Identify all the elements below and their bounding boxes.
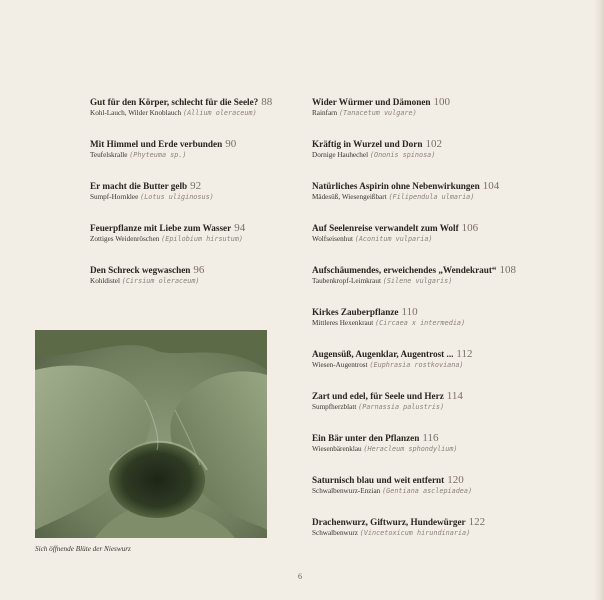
toc-entry[interactable] bbox=[90, 264, 290, 306]
toc-entry[interactable] bbox=[312, 432, 602, 474]
entry-title: Wider Würmer und Dämonen bbox=[312, 97, 431, 107]
entry-latin-name: (Aconitum vulparia) bbox=[354, 235, 433, 243]
entry-common-name: Kohldistel bbox=[90, 277, 120, 285]
entry-title: Er macht die Butter gelb bbox=[90, 181, 188, 191]
entry-page: 122 bbox=[468, 516, 486, 528]
entry-page: 106 bbox=[461, 222, 479, 234]
entry-common-name: Teufelskralle bbox=[90, 151, 128, 159]
toc-entry[interactable] bbox=[312, 222, 602, 264]
entry-latin-name: (Phyteuma sp.) bbox=[129, 151, 187, 159]
entry-page: 110 bbox=[401, 306, 418, 318]
entry-page: 92 bbox=[190, 180, 202, 192]
toc-entry[interactable] bbox=[312, 348, 602, 390]
entry-common-name: Schwalbenwurz bbox=[312, 529, 358, 537]
entry-latin-name: (Lotus uliginosus) bbox=[140, 193, 214, 201]
toc-entry[interactable] bbox=[312, 96, 602, 138]
entry-latin-name: (Parnassia palustris) bbox=[358, 403, 445, 411]
toc-entry[interactable] bbox=[312, 180, 602, 222]
entry-page: 90 bbox=[225, 138, 237, 150]
entry-common-name: Mädesüß, Wiesengeißbart bbox=[312, 193, 387, 201]
entry-title: Den Schreck wegwaschen bbox=[90, 265, 191, 275]
entry-title: Natürliches Aspirin ohne Nebenwirkungen bbox=[312, 181, 480, 191]
entry-common-name: Schwalbenwurz-Enzian bbox=[312, 487, 381, 495]
entry-common-name: Wiesenbärenklau bbox=[312, 445, 362, 453]
toc-entry[interactable] bbox=[312, 390, 602, 432]
entry-page: 108 bbox=[499, 264, 517, 276]
hellebore-flower-photo bbox=[35, 330, 267, 538]
entry-latin-name: (Cirsium oleraceum) bbox=[121, 277, 200, 285]
entry-title: Gut für den Körper, schlecht für die Seele? bbox=[90, 97, 259, 107]
entry-page: 114 bbox=[446, 390, 463, 402]
toc-entry[interactable] bbox=[90, 138, 290, 180]
entry-page: 88 bbox=[261, 96, 273, 108]
entry-common-name: Sumpfherzblatt bbox=[312, 403, 357, 411]
entry-common-name: Dornige Hauhechel bbox=[312, 151, 369, 159]
entry-latin-name: (Allium oleraceum) bbox=[183, 109, 257, 117]
toc-right-column bbox=[312, 96, 602, 558]
entry-title: Feuerpflanze mit Liebe zum Wasser bbox=[90, 223, 232, 233]
entry-title: Zart und edel, für Seele und Herz bbox=[312, 391, 444, 401]
entry-common-name: Rainfarn bbox=[312, 109, 338, 117]
entry-title: Saturnisch blau und weit entfernt bbox=[312, 475, 445, 485]
toc-entry[interactable] bbox=[90, 180, 290, 222]
entry-page: 116 bbox=[422, 432, 439, 444]
toc-entry[interactable] bbox=[312, 138, 602, 180]
entry-title: Augensüß, Augenklar, Augentrost ... bbox=[312, 349, 454, 359]
entry-latin-name: (Filipendula ulmaria) bbox=[388, 193, 475, 201]
photo-caption: Sich öffnende Blüte der Nieswurz bbox=[35, 545, 131, 553]
entry-common-name: Kohl-Lauch, Wilder Knoblauch bbox=[90, 109, 182, 117]
entry-title: Drachenwurz, Giftwurz, Hundewürger bbox=[312, 517, 466, 527]
entry-latin-name: (Circaea x intermedia) bbox=[375, 319, 466, 327]
entry-common-name: Zottiges Weidenröschen bbox=[90, 235, 160, 243]
entry-common-name: Taubenkropf-Leimkraut bbox=[312, 277, 381, 285]
toc-entry[interactable] bbox=[312, 474, 602, 516]
entry-latin-name: (Gentiana asclepiadea) bbox=[382, 487, 473, 495]
entry-title: Auf Seelenreise verwandelt zum Wolf bbox=[312, 223, 459, 233]
toc-entry[interactable] bbox=[312, 306, 602, 348]
entry-title: Aufschäumendes, erweichendes „Wendekraut“ bbox=[312, 265, 497, 275]
page-number: 6 bbox=[298, 572, 302, 581]
entry-page: 120 bbox=[447, 474, 464, 486]
entry-page: 104 bbox=[482, 180, 500, 192]
entry-title: Kirkes Zauberpflanze bbox=[312, 307, 399, 317]
entry-page: 96 bbox=[193, 264, 205, 276]
entry-title: Mit Himmel und Erde verbunden bbox=[90, 139, 223, 149]
toc-left-column bbox=[90, 96, 290, 306]
entry-common-name: Wolfseisenhut bbox=[312, 235, 353, 243]
toc-entry[interactable] bbox=[90, 222, 290, 264]
entry-page: 102 bbox=[425, 138, 442, 150]
entry-latin-name: (Tanacetum vulgare) bbox=[338, 109, 417, 117]
entry-latin-name: (Vincetoxicum hirundinaria) bbox=[359, 529, 471, 537]
entry-latin-name: (Epilobium hirsutum) bbox=[161, 235, 243, 243]
entry-page: 94 bbox=[234, 222, 246, 234]
entry-common-name: Sumpf-Hornklee bbox=[90, 193, 139, 201]
toc-entry[interactable] bbox=[312, 516, 602, 558]
entry-common-name: Wiesen-Augentrost bbox=[312, 361, 368, 369]
toc-entry[interactable] bbox=[312, 264, 602, 306]
entry-page: 112 bbox=[456, 348, 473, 360]
entry-latin-name: (Euphrasia rostkoviana) bbox=[369, 361, 464, 369]
flower-illustration bbox=[35, 330, 267, 538]
toc-entry[interactable] bbox=[90, 96, 290, 138]
entry-latin-name: (Silene vulgaris) bbox=[382, 277, 453, 285]
entry-latin-name: (Ononis spinosa) bbox=[369, 151, 436, 159]
entry-title: Kräftig in Wurzel und Dorn bbox=[312, 139, 423, 149]
entry-title: Ein Bär unter den Pflanzen bbox=[312, 433, 420, 443]
entry-latin-name: (Heracleum sphondylium) bbox=[363, 445, 458, 453]
entry-common-name: Mittleres Hexenkraut bbox=[312, 319, 374, 327]
entry-page: 100 bbox=[433, 96, 451, 108]
